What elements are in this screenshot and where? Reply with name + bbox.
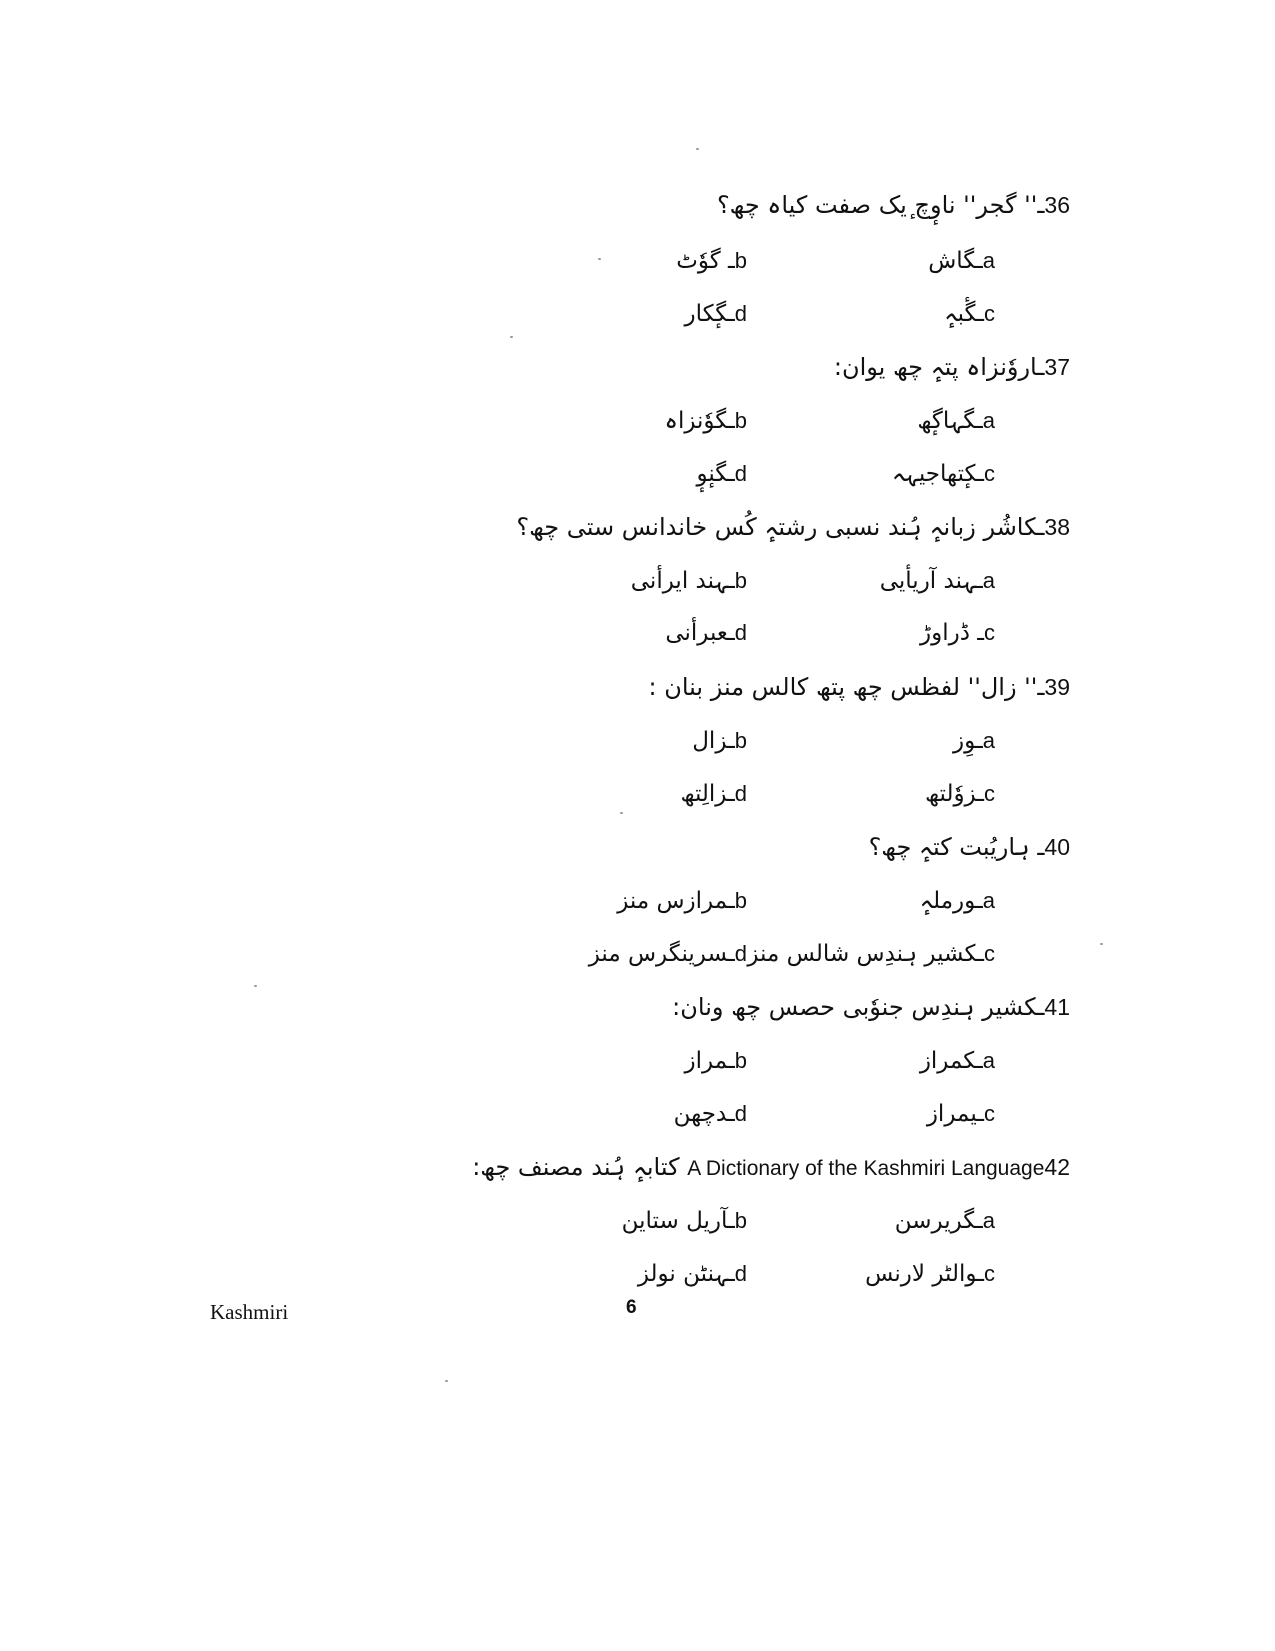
option-text: ـکٕتھاجیہہ — [891, 461, 984, 487]
option-letter: b — [734, 888, 747, 913]
option-letter: a — [982, 1048, 995, 1073]
option-text: ـگوٗنزاہ — [664, 408, 735, 434]
option-letter: b — [734, 248, 747, 273]
question-38 — [516, 510, 1070, 544]
option-text: ـگٔبہٕ — [944, 301, 984, 327]
option-letter: b — [734, 568, 747, 593]
scan-speck — [445, 1380, 448, 1382]
option-39-a — [953, 725, 995, 757]
option-40-b — [617, 885, 747, 917]
option-letter: a — [982, 408, 995, 433]
option-letter: c — [984, 941, 995, 966]
option-42-d — [638, 1258, 747, 1290]
option-36-b — [676, 245, 747, 277]
option-letter: c — [984, 781, 995, 806]
option-41-d — [674, 1098, 747, 1130]
option-38-c — [920, 617, 995, 649]
option-text: ـگٕکار — [684, 301, 735, 327]
option-text: ـکمراز — [919, 1048, 983, 1074]
option-text: ـہند آریأیی — [879, 568, 983, 594]
scan-speck — [620, 812, 623, 814]
option-letter: b — [734, 1048, 747, 1073]
option-letter: d — [734, 1101, 747, 1126]
option-text: ـگہاگٕھ — [917, 408, 983, 434]
option-37-c — [892, 458, 995, 490]
option-42-a — [895, 1205, 995, 1237]
option-text: ـآریل ستاین — [621, 1208, 735, 1234]
option-letter: a — [982, 888, 995, 913]
option-text: ـدچھن — [673, 1101, 735, 1127]
option-text: ـوِز — [953, 728, 983, 754]
option-text: ـگنٕوٕ — [696, 461, 735, 487]
option-letter: c — [984, 301, 995, 326]
option-text: ـہنٹن نولز — [637, 1261, 735, 1287]
option-37-d — [696, 458, 747, 490]
option-letter: a — [982, 568, 995, 593]
option-letter: d — [734, 941, 747, 966]
question-text: ـکشیر ہندِس جنوٗبی حصس چھ ونان: — [672, 993, 1045, 1021]
option-letter: c — [984, 461, 995, 486]
option-letter: d — [734, 1261, 747, 1286]
option-text: ـیمراز — [926, 1101, 984, 1127]
option-42-c — [865, 1258, 995, 1290]
option-text: ـ گوٗٹ — [676, 248, 735, 274]
option-36-d — [684, 298, 747, 330]
question-text: ـکاشُر زبانہٕ ہُند نسبی رشتہٕ کُس خاندانس ستی چھ؟ — [516, 513, 1045, 541]
option-40-a — [920, 885, 995, 917]
option-text: ـعبرأنی — [665, 620, 735, 646]
option-letter: d — [734, 781, 747, 806]
question-number: 41 — [1044, 994, 1070, 1020]
question-number: 36 — [1044, 192, 1070, 218]
option-text: ـگاش — [928, 248, 983, 274]
option-37-a — [917, 405, 995, 437]
question-42 — [472, 1150, 1070, 1186]
question-40 — [869, 830, 1070, 864]
question-number: 42 — [1044, 1154, 1070, 1180]
option-letter: d — [734, 301, 747, 326]
option-41-a — [920, 1045, 995, 1077]
scan-speck — [1100, 943, 1103, 945]
option-letter: c — [984, 620, 995, 645]
option-text: ـورملہٕ — [919, 888, 983, 914]
option-37-b — [664, 405, 747, 437]
option-letter: a — [982, 1208, 995, 1233]
question-41 — [672, 990, 1070, 1024]
option-text: ـوالٹر لارنس — [865, 1261, 984, 1287]
option-letter: a — [982, 248, 995, 273]
option-letter: b — [734, 408, 747, 433]
option-40-c — [747, 938, 995, 970]
question-36 — [717, 188, 1070, 222]
option-42-b — [622, 1205, 747, 1237]
option-text: ـہند ایرأنی — [630, 568, 735, 594]
option-text: ـ ڈراوڑ — [919, 620, 984, 646]
option-40-d — [589, 938, 747, 970]
option-39-c — [925, 778, 995, 810]
question-37 — [834, 350, 1070, 384]
question-number: 40 — [1044, 834, 1070, 860]
option-text: ـزال — [692, 728, 735, 754]
scan-speck — [510, 336, 513, 338]
option-text: ـزالِتھ — [680, 781, 735, 807]
option-36-c — [944, 298, 995, 330]
option-38-b — [631, 565, 747, 597]
option-39-d — [680, 778, 747, 810]
option-38-d — [665, 617, 747, 649]
question-number: 38 — [1044, 514, 1070, 540]
question-number: 37 — [1044, 354, 1070, 380]
option-text: ـگریرسن — [894, 1208, 983, 1234]
option-36-a — [928, 245, 995, 277]
scan-speck — [254, 985, 257, 987]
scan-speck — [598, 258, 601, 260]
question-number: 39 — [1044, 674, 1070, 700]
question-text: ـ ہاریُبت کتہٕ چھ؟ — [868, 833, 1045, 861]
option-41-b — [685, 1045, 747, 1077]
footer-subject: Kashmiri — [210, 1300, 289, 1324]
option-letter: a — [982, 728, 995, 753]
option-text: ـکشیر ہندِس شالس منز — [747, 941, 984, 967]
option-41-c — [927, 1098, 995, 1130]
option-text: ـمراز — [684, 1048, 735, 1074]
option-letter: b — [734, 728, 747, 753]
question-text: کتابہٕ ہُند مصنف چھ: — [472, 1153, 680, 1181]
option-39-b — [692, 725, 747, 757]
scan-speck — [696, 148, 699, 150]
option-letter: b — [734, 1208, 747, 1233]
question-text: ـ'' گجر'' ناوٕچ ٕیک صفت کیاہ چھ؟ — [716, 191, 1045, 219]
option-text: ـمرازس منز — [617, 888, 735, 914]
question-text: ـ'' زال'' لفظس چھ پتھ کالس منز بنان : — [648, 673, 1045, 701]
question-text: ـاروٗنزاہ پتہٕ چھ یوان: — [833, 353, 1045, 381]
page-number: 6 — [626, 1297, 637, 1318]
question-39 — [649, 670, 1071, 704]
book-title: A Dictionary of the Kashmiri Language — [687, 1157, 1045, 1180]
option-text: ـسرینگرس منز — [588, 941, 735, 967]
option-letter: d — [734, 620, 747, 645]
option-letter: d — [734, 461, 747, 486]
option-text: ـزوٗلتھ — [924, 781, 984, 807]
option-letter: c — [984, 1261, 995, 1286]
option-38-a — [880, 565, 995, 597]
option-letter: c — [984, 1101, 995, 1126]
